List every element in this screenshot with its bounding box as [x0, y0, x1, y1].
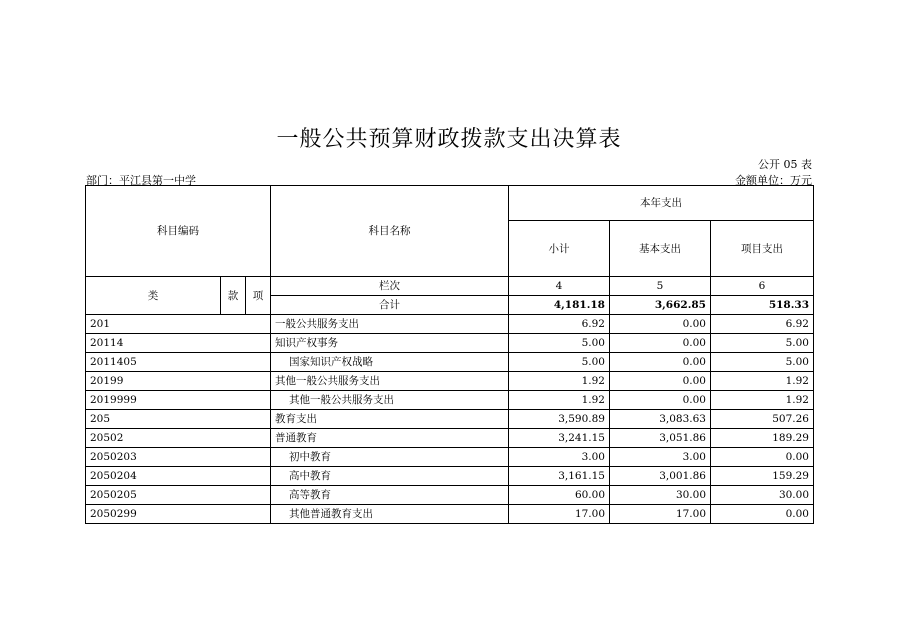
- row-subtotal: 60.00: [509, 486, 610, 505]
- row-name: 国家知识产权战略: [271, 353, 509, 372]
- row-project: 1.92: [711, 391, 814, 410]
- row-basic: 0.00: [610, 353, 711, 372]
- row-basic: 3,051.86: [610, 429, 711, 448]
- row-code: 2050299: [86, 505, 271, 524]
- row-subtotal: 5.00: [509, 353, 610, 372]
- row-code: 20502: [86, 429, 271, 448]
- row-name: 教育支出: [271, 410, 509, 429]
- row-basic: 0.00: [610, 372, 711, 391]
- row-name: 初中教育: [271, 448, 509, 467]
- row-name: 高中教育: [271, 467, 509, 486]
- total-project: 518.33: [711, 296, 814, 315]
- row-basic: 0.00: [610, 315, 711, 334]
- header-col6: 6: [711, 277, 814, 296]
- row-subtotal: 5.00: [509, 334, 610, 353]
- row-name: 高等教育: [271, 486, 509, 505]
- row-code: 201: [86, 315, 271, 334]
- header-project: 项目支出: [711, 221, 814, 277]
- table-row: [86, 486, 814, 505]
- row-subtotal: 6.92: [509, 315, 610, 334]
- header-column-no: 栏次: [271, 277, 509, 296]
- row-code: 20199: [86, 372, 271, 391]
- header-basic: 基本支出: [610, 221, 711, 277]
- table-number: 公开 05 表: [758, 158, 812, 171]
- row-project: 0.00: [711, 505, 814, 524]
- table-row: [86, 448, 814, 467]
- row-project: 189.29: [711, 429, 814, 448]
- header-kuan: 款: [221, 277, 246, 315]
- table-row: [86, 467, 814, 486]
- header-col4: 4: [509, 277, 610, 296]
- row-code: 205: [86, 410, 271, 429]
- expenditure-table: [85, 185, 814, 524]
- row-code: 20114: [86, 334, 271, 353]
- table-row: [86, 372, 814, 391]
- row-project: 159.29: [711, 467, 814, 486]
- header-lei: 类: [86, 277, 221, 315]
- row-name: 知识产权事务: [271, 334, 509, 353]
- row-basic: 3.00: [610, 448, 711, 467]
- table-row: [86, 505, 814, 524]
- row-basic: 30.00: [610, 486, 711, 505]
- row-basic: 17.00: [610, 505, 711, 524]
- row-subtotal: 3,161.15: [509, 467, 610, 486]
- row-project: 1.92: [711, 372, 814, 391]
- table-row: [86, 429, 814, 448]
- header-current-year: 本年支出: [509, 186, 814, 221]
- row-project: 5.00: [711, 353, 814, 372]
- row-code: 2011405: [86, 353, 271, 372]
- row-project: 0.00: [711, 448, 814, 467]
- header-col5: 5: [610, 277, 711, 296]
- row-project: 507.26: [711, 410, 814, 429]
- row-name: 其他一般公共服务支出: [271, 391, 509, 410]
- row-subtotal: 3.00: [509, 448, 610, 467]
- row-name: 普通教育: [271, 429, 509, 448]
- department-label: 部门：平江县第一中学: [86, 174, 196, 187]
- row-subtotal: 1.92: [509, 372, 610, 391]
- row-subtotal: 1.92: [509, 391, 610, 410]
- row-name: 一般公共服务支出: [271, 315, 509, 334]
- table-row: [86, 391, 814, 410]
- row-code: 2050205: [86, 486, 271, 505]
- table-row: [86, 334, 814, 353]
- unit-label: 金额单位：万元: [735, 174, 812, 187]
- page-title: 一般公共预算财政拨款支出决算表: [276, 127, 622, 152]
- table-row: [86, 353, 814, 372]
- header-name: 科目名称: [271, 186, 509, 277]
- row-code: 2050203: [86, 448, 271, 467]
- row-project: 30.00: [711, 486, 814, 505]
- row-name: 其他普通教育支出: [271, 505, 509, 524]
- row-project: 5.00: [711, 334, 814, 353]
- row-name: 其他一般公共服务支出: [271, 372, 509, 391]
- row-basic: 3,001.86: [610, 467, 711, 486]
- row-subtotal: 17.00: [509, 505, 610, 524]
- header-code: 科目编码: [86, 186, 271, 277]
- row-subtotal: 3,590.89: [509, 410, 610, 429]
- row-basic: 0.00: [610, 334, 711, 353]
- header-subtotal: 小计: [509, 221, 610, 277]
- row-subtotal: 3,241.15: [509, 429, 610, 448]
- row-project: 6.92: [711, 315, 814, 334]
- row-code: 2050204: [86, 467, 271, 486]
- table-row: [86, 410, 814, 429]
- total-basic: 3,662.85: [610, 296, 711, 315]
- total-label: 合计: [271, 296, 509, 315]
- header-xiang: 项: [246, 277, 271, 315]
- table-row: [86, 315, 814, 334]
- row-code: 2019999: [86, 391, 271, 410]
- total-subtotal: 4,181.18: [509, 296, 610, 315]
- row-basic: 0.00: [610, 391, 711, 410]
- row-basic: 3,083.63: [610, 410, 711, 429]
